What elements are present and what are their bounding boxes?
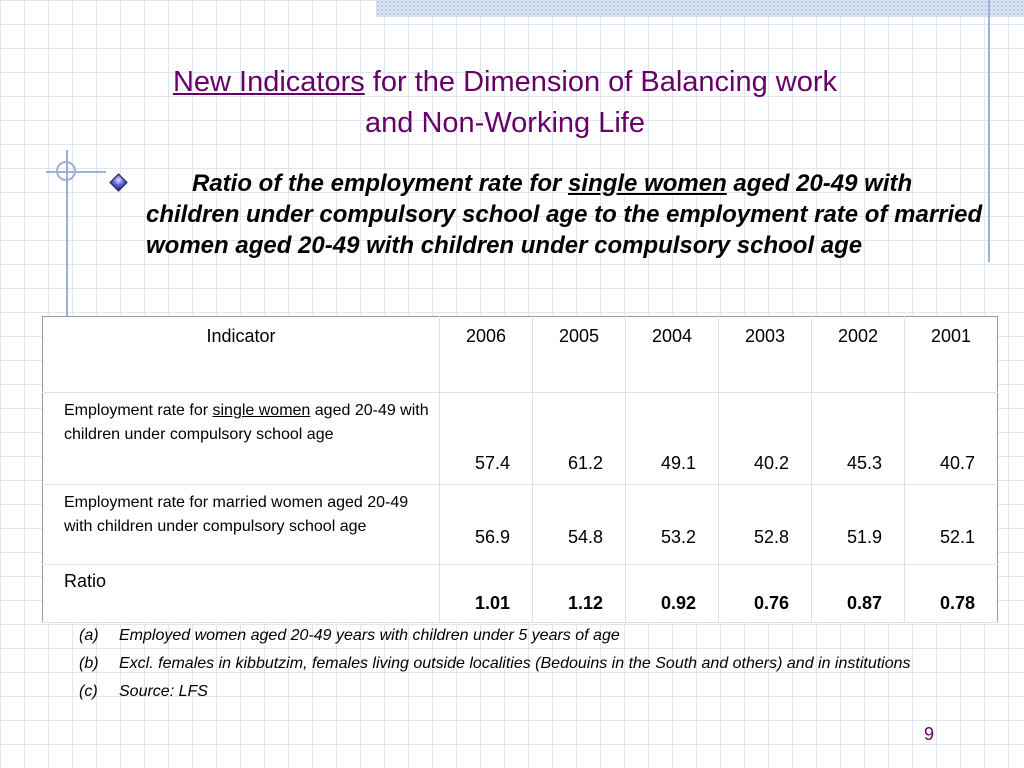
header-year: 2002 bbox=[812, 317, 905, 393]
right-decorative-line bbox=[988, 0, 990, 262]
top-decorative-band bbox=[376, 0, 1024, 17]
header-year: 2005 bbox=[533, 317, 626, 393]
table-cell: 49.1 bbox=[626, 393, 719, 485]
row-label: Employment rate for single women aged 20-49 with children under compulsory school age bbox=[43, 393, 440, 485]
bullet-part1: Ratio of the employment rate for bbox=[192, 170, 569, 197]
header-year: 2001 bbox=[905, 317, 998, 393]
page-number: 9 bbox=[924, 724, 935, 744]
header-year: 2004 bbox=[626, 317, 719, 393]
table-row bbox=[43, 485, 998, 565]
row-label: Ratio bbox=[43, 565, 440, 623]
table-cell: 0.76 bbox=[719, 565, 812, 623]
footnote-text: Employed women aged 20-49 years with children under 5 years of age bbox=[119, 627, 620, 644]
footnote-text: Source: LFS bbox=[119, 683, 208, 700]
table-cell: 0.87 bbox=[812, 565, 905, 623]
table-cell: 1.12 bbox=[533, 565, 626, 623]
title-link[interactable]: New Indicators bbox=[172, 66, 365, 98]
table-cell: 57.4 bbox=[440, 393, 533, 485]
table-cell: 53.2 bbox=[626, 485, 719, 565]
slide-title bbox=[60, 62, 950, 144]
table-row bbox=[43, 393, 998, 485]
table-cell: 0.78 bbox=[905, 565, 998, 623]
table-header-row bbox=[43, 317, 998, 393]
table-row-ratio bbox=[43, 565, 998, 623]
row-label: Employment rate for married women aged 20-49 with children under compulsory school age bbox=[43, 485, 440, 565]
bullet-part2: aged 20-49 with children under compulsory school age to the employment rate of married women aged 20-49 with children under compulsory school age bbox=[146, 170, 983, 259]
header-indicator: Indicator bbox=[43, 317, 440, 393]
footnote bbox=[79, 626, 959, 646]
bullet-text bbox=[146, 168, 988, 261]
title-line2: and Non-Working Life bbox=[365, 107, 645, 139]
table-cell: 54.8 bbox=[533, 485, 626, 565]
footnote bbox=[79, 682, 959, 702]
footnote bbox=[79, 654, 959, 674]
indicator-table bbox=[42, 316, 998, 623]
table-cell: 56.9 bbox=[440, 485, 533, 565]
table-cell: 1.01 bbox=[440, 565, 533, 623]
footnotes bbox=[79, 626, 959, 710]
table-cell: 51.9 bbox=[812, 485, 905, 565]
table-cell: 52.1 bbox=[905, 485, 998, 565]
left-decorative-hline bbox=[46, 171, 106, 173]
diamond-bullet-icon bbox=[109, 173, 127, 191]
table-cell: 52.8 bbox=[719, 485, 812, 565]
table-cell: 0.92 bbox=[626, 565, 719, 623]
title-rest: for the Dimension of Balancing work bbox=[364, 66, 838, 98]
bullet-point bbox=[108, 168, 988, 261]
header-year: 2006 bbox=[440, 317, 533, 393]
table-cell: 61.2 bbox=[533, 393, 626, 485]
decorative-circle bbox=[56, 161, 76, 181]
footnote-marker: (b) bbox=[79, 655, 99, 672]
footnote-marker: (a) bbox=[79, 627, 99, 644]
header-year: 2003 bbox=[719, 317, 812, 393]
table-cell: 45.3 bbox=[812, 393, 905, 485]
footnote-marker: (c) bbox=[79, 683, 98, 700]
table-cell: 40.7 bbox=[905, 393, 998, 485]
table-cell: 40.2 bbox=[719, 393, 812, 485]
row-label-underlined: single women bbox=[212, 402, 311, 419]
footnote-text: Excl. females in kibbutzim, females living outside localities (Bedouins in the South and others) and in institutions bbox=[119, 655, 911, 672]
bullet-underlined: single women bbox=[568, 170, 727, 197]
